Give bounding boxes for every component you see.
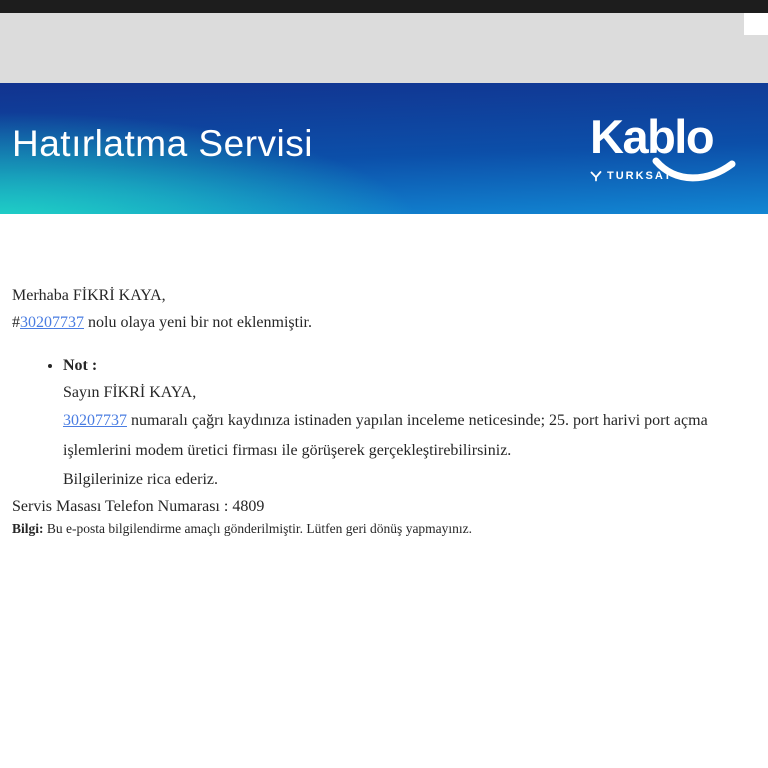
turksat-label: TURKSAT [607,170,673,182]
case-notification-line [12,309,756,336]
satellite-icon [590,171,602,182]
footer-label: Bilgi: [12,521,44,536]
kablo-wordmark: Kablo [590,110,714,163]
smile-swoosh-icon [652,157,736,187]
note-case-number-link[interactable]: 30207737 [63,412,127,429]
toolbar-white-notch [744,13,768,35]
footer-disclaimer [12,520,756,538]
footer-text: Bu e-posta bilgilendirme amaçlı gönderilmiştir. Lütfen geri dönüş yapmayınız. [43,521,473,536]
note-salutation: Sayın FİKRİ KAYA, [63,384,197,401]
top-black-bar [0,0,768,13]
case-hash-prefix: # [12,314,20,331]
greeting-text: Merhaba FİKRİ KAYA, [12,287,166,304]
case-number-link[interactable]: 30207737 [20,314,84,331]
window-toolbar-strip [0,13,768,83]
note-label: • Not : [63,357,98,374]
kablo-turksat-logo [590,110,732,182]
email-body [0,214,768,538]
email-brand-header [0,83,768,214]
note-list [12,352,756,493]
service-desk-phone-line: Servis Masası Telefon Numarası : 4809 [12,498,265,515]
note-body-rest: numaralı çağrı kaydınıza istinaden yapılan inceleme neticesinde; 25. port harivi port açma işlemlerini modem üretici firması ile görüşerek gerçekleştirebilirsiniz. [63,412,708,459]
page-title: Hatırlatma Servisi [12,122,313,164]
case-line-rest: nolu olaya yeni bir not eklenmiştir. [84,314,312,331]
note-closing: Bilgilerinize rica ederiz. [63,471,219,488]
note-body-text [63,406,756,466]
note-list-item [63,352,756,493]
